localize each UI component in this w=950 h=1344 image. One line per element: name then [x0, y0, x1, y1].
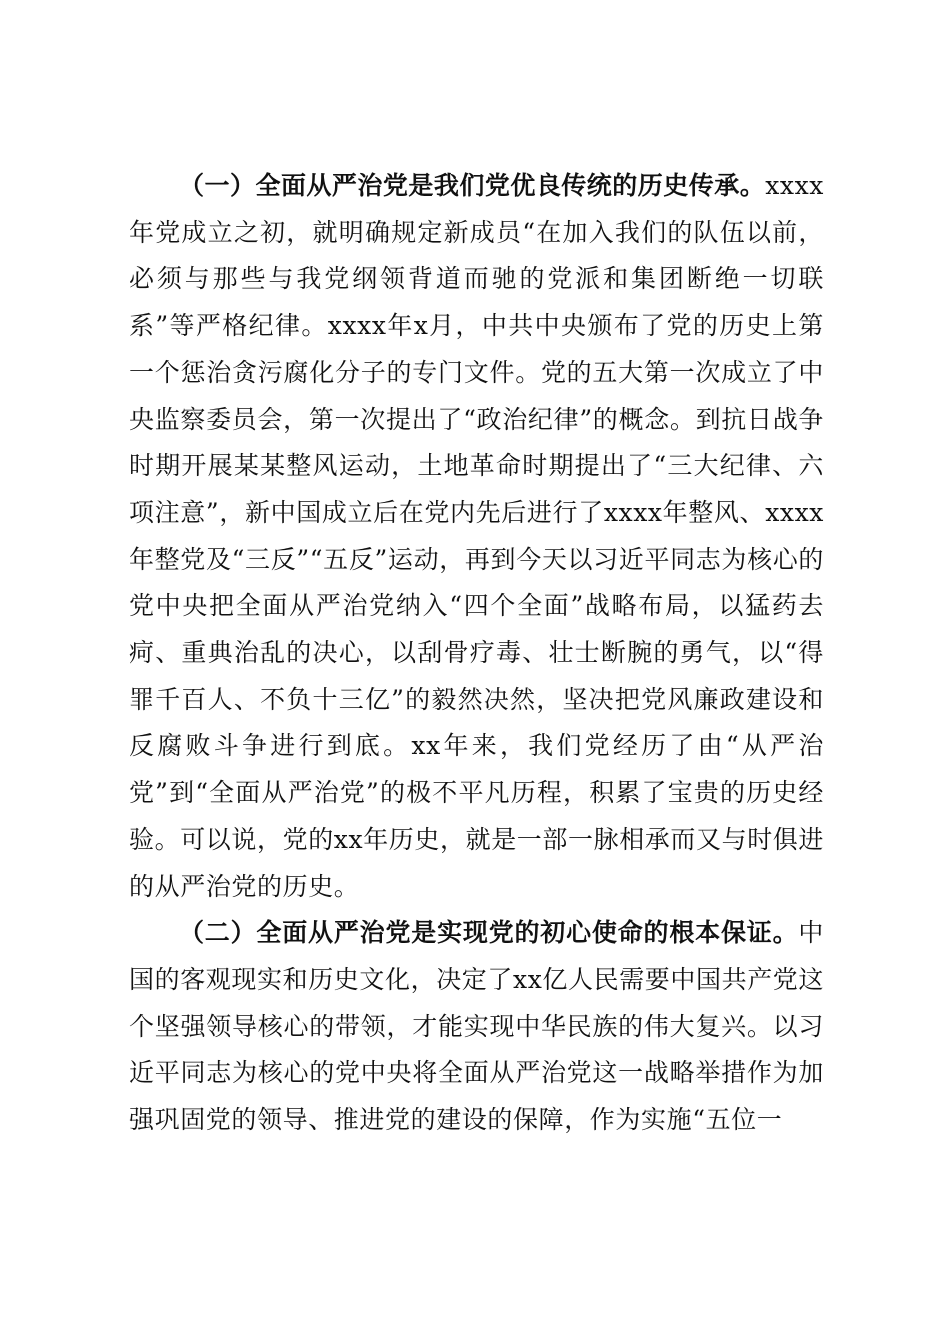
- document-body: [129, 163, 824, 1144]
- paragraph-1: [129, 163, 824, 910]
- paragraph-2-text: 中国的客观现实和历史文化，决定了xx亿人民需要中国共产党这个坚强领导核心的带领，才能实现中华民族的伟大复兴。以习近平同志为核心的党中央将全面从严治党这一战略举措作为加强巩固党的领导、推进党的建设的保障，作为实施“五位一: [129, 918, 825, 1135]
- paragraph-1-text: xxxx年党成立之初，就明确规定新成员“在加入我们的队伍以前，必须与那些与我党纲领背道而驰的党派和集团断绝一切联系”等严格纪律。xxxx年x月，中共中央颁布了党的历史上第一个惩治贪污腐化分子的专门文件。党的五大第一次成立了中央监察委员会，第一次提出了“政治纪律”的概念。到抗日战争时期开展某某整风运动，土地革命时期提出了“三大纪律、六项注意”，新中国成立后在党内先后进行了xxxx年整风、xxxx年整党及“三反”“五反”运动，再到今天以习近平同志为核心的党中央把全面从严治党纳入“四个全面”战略布局，以猛药去疴、重典治乱的决心，以刮骨疗毒、壮士断腕的勇气，以“得罪千百人、不负十三亿”的毅然决然，坚决把党风廉政建设和反腐败斗争进行到底。xx年来，我们党经历了由“从严治党”到“全面从严治党”的极不平凡历程，积累了宝贵的历史经验。可以说，党的xx年历史，就是一部一脉相承而又与时俱进的从严治党的历史。: [129, 171, 825, 901]
- paragraph-2: [129, 910, 824, 1144]
- paragraph-2-heading: （二）全面从严治党是实现党的初心使命的根本保证。: [179, 918, 799, 948]
- paragraph-1-heading: （一）全面从严治党是我们党优良传统的历史传承。: [179, 171, 766, 200]
